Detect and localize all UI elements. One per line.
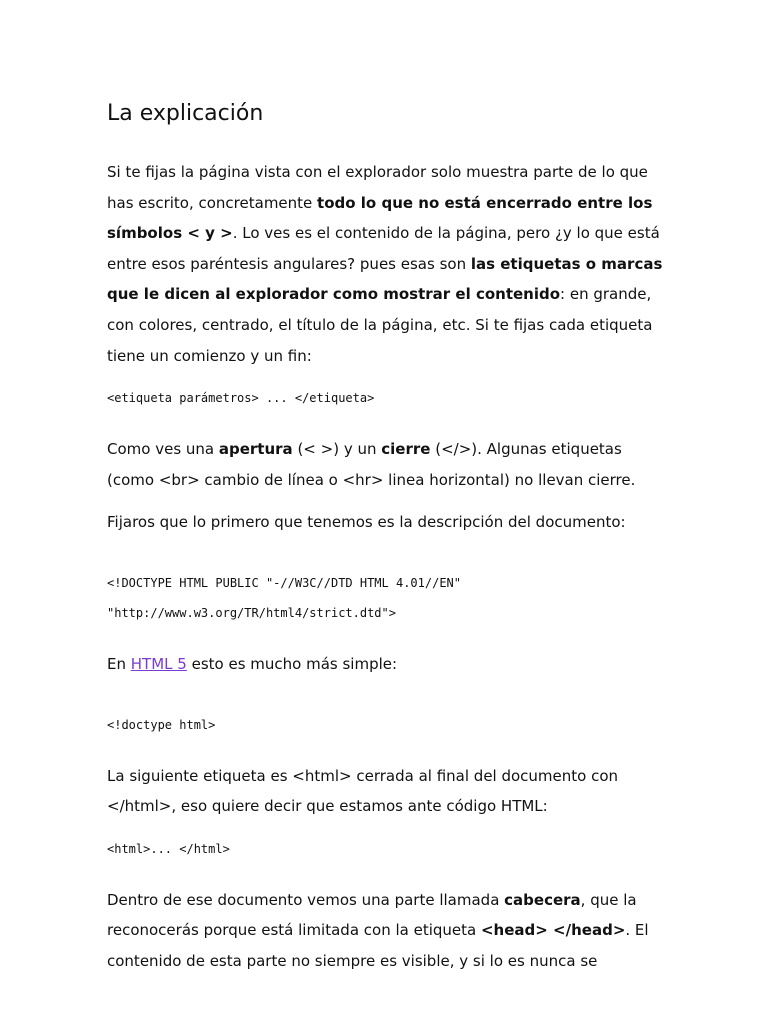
spacer [107,692,667,710]
text-run: : en grande, con colores, centrado, el título de la página, etc. Si te fijas cada etiqueta tiene un comienzo y un fin: [107,285,653,365]
paragraph-head [107,885,667,977]
text-run: . Lo ves es el contenido de la página, pero ¿y lo que está entre esos paréntesis angulares? pues esas son [107,224,660,273]
code-sample-tag: <etiqueta parámetros> ... </etiqueta> [107,391,375,406]
paragraph-html-tag: La siguiente etiqueta es <html> cerrada al final del documento con </html>, eso quiere decir que estamos ante código HTML: [107,766,619,816]
code-doctype-html5: <!doctype html> [107,717,216,732]
text-run: En [107,654,131,673]
bold-run: cierre [381,440,431,459]
paragraph-intro [107,157,667,371]
text-run: esto es mucho más simple: [186,654,398,673]
bold-run: las etiquetas o marcas que le dicen al explorador como mostrar el contenido [107,254,663,304]
bold-run: todo lo que no está encerrado entre los símbolos < y > [107,193,653,243]
html5-link[interactable]: HTML 5 [130,654,187,673]
bold-run: <head> </head> [480,921,626,940]
bold-run: apertura [218,440,293,459]
code-html-tag: <html>... </html> [107,841,230,856]
spacer [107,550,667,568]
text-run: (</>). Algunas etiquetas (como <br> cambio de línea o <hr> linea horizontal) no llevan cierre. [107,440,636,489]
paragraph-doctype-intro: Fijaros que lo primero que tenemos es la descripción del documento: [107,513,626,532]
paragraph-apertura-cierre [107,434,667,495]
section-heading: La explicación [107,101,264,126]
code-doctype-line-2: "http://www.w3.org/TR/html4/strict.dtd"> [107,605,396,620]
text-run: , que la reconocerás porque está limitada con la etiqueta [107,890,637,940]
text-run: (< >) y un [292,440,382,459]
code-doctype-line-1: <!DOCTYPE HTML PUBLIC "-//W3C//DTD HTML 4.01//EN" [107,575,462,590]
text-run: Si te fijas la página vista con el explorador solo muestra parte de lo que has escrito, concretamente [107,163,648,212]
text-run: Como ves una [107,440,219,459]
text-run: . El contenido de esta parte no siempre es visible, y si lo es nunca se [107,921,649,970]
document-page [107,98,667,989]
text-run: Dentro de ese documento vemos una parte llamada [107,890,505,909]
paragraph-html5 [107,649,667,680]
bold-run: cabecera [504,890,581,909]
